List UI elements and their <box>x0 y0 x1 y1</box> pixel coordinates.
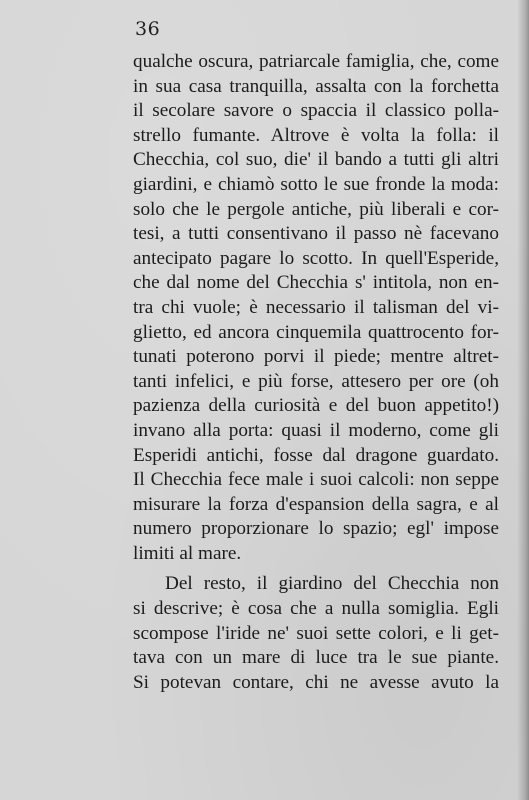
text-line: glietto, ed ancora cinquemila quattrocento for- <box>133 321 499 343</box>
text-line: pazienza della curiosità e del buon appetito!) <box>133 395 499 417</box>
text-line: misurare la forza d'espansion della sagra, e al <box>133 493 499 515</box>
text-line: invano alla porta: quasi il moderno, come gli <box>133 419 499 441</box>
text-line: Esperidi antichi, fosse dal dragone guardato. <box>133 444 499 466</box>
text-line: tava con un mare di luce tra le sue piante. <box>133 647 499 669</box>
text-line: tra chi vuole; è necessario il talisman del vi- <box>133 296 499 318</box>
text-line: il secolare savore o spaccia il classico polla- <box>133 100 499 122</box>
text-line: numero proporzionare lo spazio; egl' impose <box>133 518 499 540</box>
text-line: strello fumante. Altrove è volta la folla: il <box>133 124 499 146</box>
paragraph <box>133 572 499 695</box>
text-line: scompose l'iride ne' suoi sette colori, e li get- <box>133 622 499 644</box>
text-line: Del resto, il giardino del Checchia non <box>165 573 499 595</box>
text-line: Checchia, col suo, die' il bando a tutti gli altri <box>133 149 499 171</box>
text-line: in sua casa tranquilla, assalta con la forchetta <box>133 75 499 97</box>
text-line: Il Checchia fece male i suoi calcoli: non seppe <box>133 469 499 491</box>
text-line: giardini, e chiamò sotto le sue fronde la moda: <box>133 173 499 195</box>
paragraph <box>133 50 499 566</box>
text-line: qualche oscura, patriarcale famiglia, che, come <box>133 51 499 72</box>
text-line: tunati poterono porvi il piede; mentre altret- <box>133 346 499 368</box>
text-line: limiti al mare. <box>133 542 242 564</box>
body-text <box>133 50 499 695</box>
text-line: si descrive; è cosa che a nulla somiglia. Egli <box>133 598 499 620</box>
text-line: Si potevan contare, chi ne avesse avuto la <box>133 671 499 693</box>
text-line: tesi, a tutti consentivano il passo nè facevano <box>133 223 499 245</box>
page-number: 36 <box>135 18 161 40</box>
text-line: antecipato pagare lo scotto. In quell'Esperide, <box>133 247 499 269</box>
text-line: che dal nome del Checchia s' intitola, non en- <box>133 272 499 294</box>
text-line: tanti infelici, e più forse, attesero per ore (oh <box>133 370 499 392</box>
text-line: solo che le pergole antiche, più liberali e cor- <box>133 198 499 220</box>
page-edge-shadow <box>517 0 529 800</box>
